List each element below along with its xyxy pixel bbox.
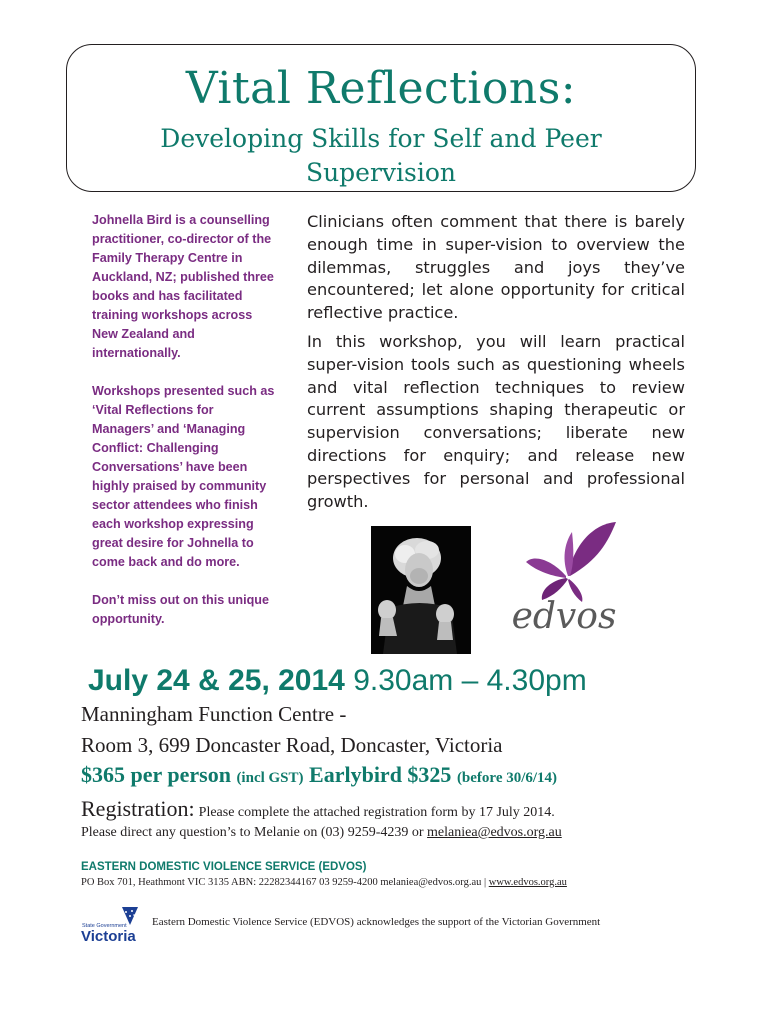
website-link[interactable]: www.edvos.org.au	[488, 877, 567, 888]
title-box	[66, 44, 696, 192]
acknowledgement: Eastern Domestic Violence Service (EDVOS) acknowledges the support of the Victorian Government	[152, 916, 601, 928]
org-address	[81, 877, 567, 888]
description-paragraph-1: Clinicians often comment that there is barely enough time in super-vision to overview the dilemmas, struggles and joys they’ve encountered; let alone opportunity for critical reflective practice.	[307, 212, 685, 323]
registration-line	[81, 796, 555, 822]
edvos-logo-text: edvos	[511, 596, 617, 636]
event-date-time	[88, 664, 587, 698]
org-name: EASTERN DOMESTIC VIOLENCE SERVICE (EDVOS)	[81, 861, 367, 873]
victoria-government-logo	[80, 905, 140, 945]
earlybird-price: Earlybird $325	[309, 762, 452, 787]
earlybird-note: (before 30/6/14)	[456, 770, 558, 786]
venue-line-2: Room 3, 699 Doncaster Road, Doncaster, Victoria	[81, 733, 503, 757]
presenter-bio: Johnella Bird is a counselling practitioner, co-director of the Family Therapy Centre in Auckland, NZ; published three books and has facilitated training workshops across New Zealand and internationally.	[92, 213, 274, 360]
gov-logo-small-text: State Government	[82, 923, 127, 929]
edvos-logo	[508, 516, 620, 636]
page-subtitle: Developing Skills for Self and Peer Supervision	[160, 124, 602, 187]
workshop-description	[307, 211, 685, 519]
price-line	[81, 762, 557, 788]
call-to-action: Don’t miss out on this unique opportunity.	[92, 593, 270, 626]
contact-line	[81, 825, 562, 841]
event-times: 9.30am – 4.30pm	[353, 664, 587, 697]
description-paragraph-2: In this workshop, you will learn practical super-vision tools such as questioning wheels and vital reflection techniques to review current assumptions shaping therapeutic or supervision conversations; liberate new directions for enquiry; and release new perspectives for personal and professional growth.	[307, 331, 685, 511]
workshop-praise: Workshops presented such as ‘Vital Reflections for Managers’ and ‘Managing Conflict: Challenging Conversations’ have been highly praised by community sector attendees who finish each workshop expressing great desire for Johnella to come back and do more.	[92, 384, 275, 569]
registration-text: Please complete the attached registration form by 17 July 2014.	[198, 805, 555, 820]
registration-label: Registration:	[81, 796, 195, 821]
presenter-photo	[371, 526, 471, 654]
event-dates: July 24 & 25, 2014	[88, 664, 345, 697]
contact-text: Please direct any question’s to Melanie on (03) 9259-4239 or	[81, 825, 424, 840]
page-title: Vital Reflections:	[185, 63, 577, 114]
contact-email-link[interactable]: melaniea@edvos.org.au	[427, 825, 562, 840]
presenter-bio-column	[92, 211, 277, 648]
gov-logo-big-text: Victoria	[81, 928, 136, 945]
butterfly-icon	[526, 522, 616, 602]
org-address-text: PO Box 701, Heathmont VIC 3135 ABN: 22282344167 03 9259-4200 melaniea@edvos.org.au |	[81, 877, 487, 888]
price-note: (incl GST)	[236, 770, 304, 786]
price: $365 per person	[81, 762, 231, 787]
venue-line-1: Manningham Function Centre -	[81, 702, 347, 726]
